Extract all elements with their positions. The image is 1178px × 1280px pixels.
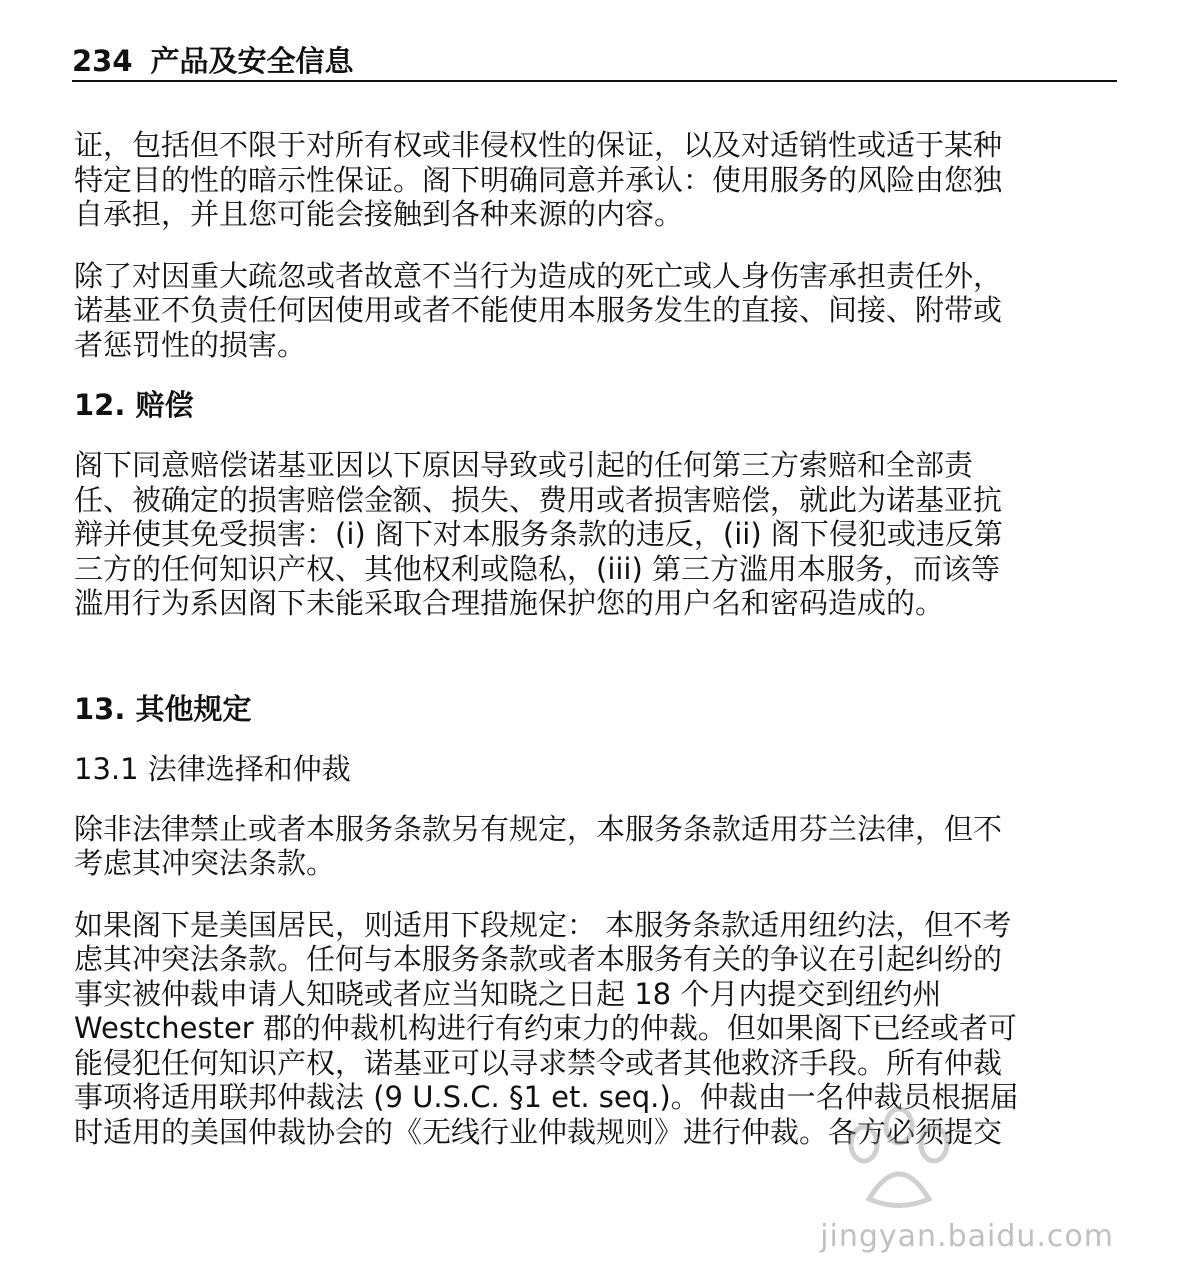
paragraph-warranty-disclaimer bbox=[74, 128, 1114, 232]
baidu-watermark bbox=[814, 1104, 1114, 1254]
text-line: 除非法律禁止或者本服务条款另有规定，本服务条款适用芬兰法律，但不 bbox=[74, 811, 1003, 846]
text-line: 辩并使其免受损害：(i) 阁下对本服务条款的违反，(ii) 阁下侵犯或违反第 bbox=[74, 517, 1003, 551]
text-line: 任、被确定的损害赔偿金额、损失、费用或者损害赔偿，就此为诺基亚抗 bbox=[74, 482, 1003, 517]
text-line: 滥用行为系因阁下未能采取合理措施保护您的用户名和密码造成的。 bbox=[74, 586, 945, 620]
text-line: 自承担，并且您可能会接触到各种来源的内容。 bbox=[74, 197, 684, 231]
page-header bbox=[72, 38, 1117, 82]
text-line: 特定目的性的暗示性保证。阁下明确同意并承认：使用服务的风险由您独 bbox=[74, 162, 1003, 197]
text-line: 除了对因重大疏忽或者故意不当行为造成的死亡或人身伤害承担责任外， bbox=[74, 258, 1003, 293]
baidu-paw-logo-icon bbox=[824, 1104, 974, 1214]
section-heading-12: 12. 赔偿 bbox=[74, 388, 194, 422]
paragraph-liability-limitation bbox=[74, 259, 1114, 363]
text-line: 证，包括但不限于对所有权或非侵权性的保证，以及对适销性或适于某种 bbox=[74, 128, 1003, 162]
text-line: 事项将适用联邦仲裁法 (9 U.S.C. §1 et. seq.)。仲裁由一名仲裁员根据届 bbox=[74, 1080, 1019, 1114]
section-heading-13: 13. 其他规定 bbox=[74, 691, 252, 726]
text-line: 三方的任何知识产权、其他权利或隐私，(iii) 第三方滥用本服务，而该等 bbox=[74, 551, 1001, 586]
text-line: 者惩罚性的损害。 bbox=[74, 327, 307, 362]
text-line: 能侵犯任何知识产权，诺基亚可以寻求禁令或者其他救济手段。所有仲裁 bbox=[74, 1045, 1003, 1080]
subsection-heading-13-1: 13.1 法律选择和仲裁 bbox=[74, 751, 351, 786]
document-body bbox=[74, 128, 1114, 1149]
paragraph-indemnification bbox=[74, 448, 1114, 621]
text-line: 虑其冲突法条款。任何与本服务条款或者本服务有关的争议在引起纠纷的 bbox=[74, 942, 1003, 976]
watermark-text: jingyan.baidu.com bbox=[820, 1219, 1114, 1254]
text-line: 如果阁下是美国居民，则适用下段规定： 本服务条款适用纽约法，但不考 bbox=[74, 907, 1012, 942]
text-line: 阁下同意赔偿诺基亚因以下原因导致或引起的任何第三方索赔和全部责 bbox=[74, 448, 974, 482]
text-line: 诺基亚不负责任何因使用或者不能使用本服务发生的直接、间接、附带或 bbox=[74, 293, 1003, 327]
text-line: 时适用的美国仲裁协会的《无线行业仲裁规则》进行仲裁。各方必须提交 bbox=[74, 1114, 1003, 1149]
text-line: Westchester 郡的仲裁机构进行有约束力的仲裁。但如果阁下已经或者可 bbox=[74, 1011, 1017, 1045]
text-line: 考虑其冲突法条款。 bbox=[74, 846, 336, 880]
text-line: 事实被仲裁申请人知晓或者应当知晓之日起 18 个月内提交到纽约州 bbox=[74, 976, 942, 1011]
page-number: 234 bbox=[72, 44, 133, 78]
paragraph-governing-law bbox=[74, 812, 1114, 881]
page-title: 产品及安全信息 bbox=[150, 44, 354, 78]
